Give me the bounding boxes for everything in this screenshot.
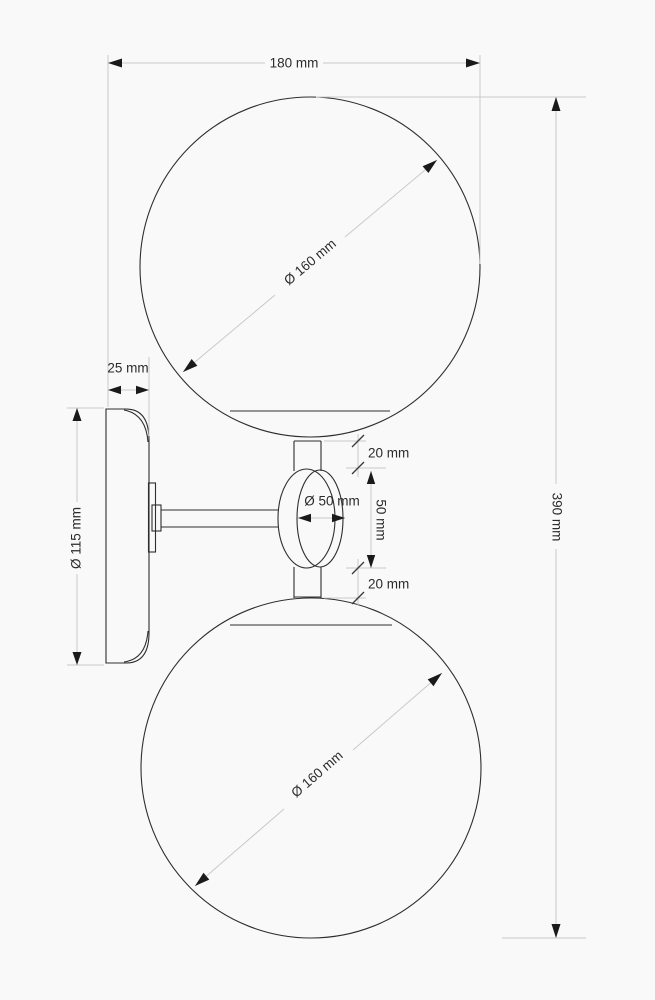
dim-label-total-height: 390 mm <box>549 492 565 542</box>
dim-label-plate-diameter: Ø 115 mm <box>68 506 84 570</box>
dim-label-top-globe-diameter: Ø 160 mm <box>281 235 339 289</box>
dimension-line <box>353 673 442 750</box>
dimension-arrow <box>298 514 311 522</box>
wall-arm <box>161 510 278 527</box>
dim-plate-diameter <box>67 408 104 665</box>
dimension-arrow <box>367 471 375 484</box>
dim-label-bottom-globe-diameter: Ø 160 mm <box>288 747 346 801</box>
wall-plate-outline <box>106 409 149 663</box>
wall-plate-inner-curve-bottom <box>124 631 148 662</box>
dimension-arrow <box>423 160 437 173</box>
dim-plate-depth <box>107 357 149 436</box>
dimension-arrow <box>183 359 197 372</box>
dim-hub-height <box>346 468 389 568</box>
wall-plate-inner-curve-top <box>124 410 148 442</box>
dim-top-gap <box>324 434 409 477</box>
dimension-arrow <box>73 652 82 665</box>
dimension-line <box>183 295 275 372</box>
dim-top-globe-diameter <box>183 160 437 372</box>
dimension-arrow <box>466 59 480 68</box>
dimension-arrow <box>428 673 442 686</box>
dim-label-hub-diameter: Ø 50 mm <box>304 493 360 509</box>
dimension-arrow <box>552 924 561 938</box>
top-stem <box>294 441 321 471</box>
bottom-stem <box>294 567 321 598</box>
dimension-arrow <box>108 59 122 68</box>
dimension-arrow <box>195 873 209 886</box>
dim-bottom-gap <box>324 559 409 606</box>
arm-flange <box>152 505 161 531</box>
dimension-arrow <box>552 97 561 111</box>
dim-label-plate-depth: 25 mm <box>107 360 149 376</box>
dim-bottom-globe-diameter <box>195 673 442 886</box>
dim-hub-diameter <box>298 494 360 523</box>
dimension-line <box>345 160 437 237</box>
dimension-line <box>195 809 284 886</box>
dimension-arrow <box>367 555 375 568</box>
dimension-arrow <box>136 386 149 394</box>
fixture-outline <box>106 97 481 938</box>
dim-label-total-width: 180 mm <box>269 55 319 71</box>
dim-label-hub-height: 50 mm <box>373 499 389 541</box>
dim-label-bottom-gap: 20 mm <box>368 576 410 592</box>
dimension-arrow <box>73 408 82 421</box>
dim-total-height <box>316 97 586 938</box>
dimension-arrow <box>108 386 121 394</box>
dim-label-top-gap: 20 mm <box>368 445 410 461</box>
